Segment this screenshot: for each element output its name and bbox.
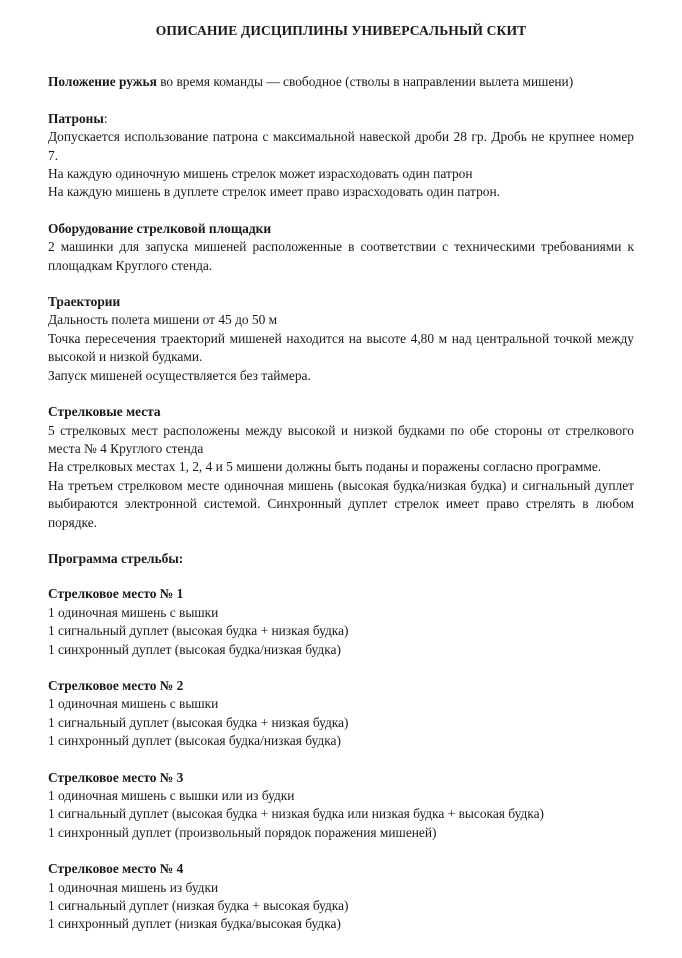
cartridges-heading-line bbox=[48, 110, 634, 128]
station-line: 1 синхронный дуплет (высокая будка/низкая будка) bbox=[48, 733, 341, 749]
cartridges-line: Допускается использование патрона с максимальной навеской дроби 28 гр. Дробь не крупнее номер 7. bbox=[48, 129, 634, 163]
gun-position-label: Положение ружья bbox=[48, 74, 157, 90]
trajectories-line: Дальность полета мишени от 45 до 50 м bbox=[48, 312, 278, 328]
shooting-places-line: 5 стрелковых мест расположены между высокой и низкой будками по обе стороны от стрелкового места № 4 Круглого стенда bbox=[48, 422, 634, 456]
cartridges-heading: Патроны bbox=[48, 110, 104, 126]
station-line: 1 синхронный дуплет (произвольный порядок поражения мишеней) bbox=[48, 824, 437, 840]
station-line: 1 одиночная мишень из будки bbox=[48, 879, 219, 895]
shooting-places-line: На стрелковых местах 1, 2, 4 и 5 мишени должны быть поданы и поражены согласно программе. bbox=[48, 459, 602, 475]
gun-position-section bbox=[48, 73, 634, 91]
cartridges-line: На каждую одиночную мишень стрелок может израсходовать один патрон bbox=[48, 166, 473, 182]
gun-position-text: во время команды — свободное (стволы в направлении вылета мишени) bbox=[156, 74, 574, 90]
trajectories-section bbox=[48, 293, 634, 385]
station-block bbox=[48, 585, 634, 659]
document-page bbox=[48, 22, 634, 952]
station-heading: Стрелковое место № 4 bbox=[48, 861, 184, 877]
station-line: 1 одиночная мишень с вышки bbox=[48, 604, 219, 620]
station-line: 1 сигнальный дуплет (высокая будка + низкая будка или низкая будка + высокая будка) bbox=[48, 806, 544, 822]
trajectories-line: Запуск мишеней осуществляется без таймера. bbox=[48, 367, 311, 383]
station-line: 1 одиночная мишень с вышки или из будки bbox=[48, 788, 295, 803]
station-heading: Стрелковое место № 2 bbox=[48, 677, 184, 693]
station-line: 1 сигнальный дуплет (высокая будка + низкая будка) bbox=[48, 714, 349, 730]
gun-position-paragraph bbox=[48, 73, 634, 91]
station-line: 1 одиночная мишень с вышки bbox=[48, 696, 219, 712]
cartridges-section bbox=[48, 110, 634, 202]
equipment-line: 2 машинки для запуска мишеней расположенные в соответствии с техническими требованиями к площадкам Круглого стенда. bbox=[48, 239, 634, 273]
station-heading: Стрелковое место № 1 bbox=[48, 586, 184, 602]
station-line: 1 синхронный дуплет (высокая будка/низкая будка) bbox=[48, 641, 341, 657]
station-line: 1 синхронный дуплет (низкая будка/высокая будка) bbox=[48, 916, 341, 932]
trajectories-line: Точка пересечения траекторий мишеней находится на высоте 4,80 м над центральной точкой между высокой и низкой будками. bbox=[48, 330, 634, 365]
shooting-places-heading: Стрелковые места bbox=[48, 404, 161, 420]
shooting-places-section bbox=[48, 403, 634, 532]
station-block bbox=[48, 677, 634, 751]
station-block bbox=[48, 860, 634, 934]
equipment-section bbox=[48, 220, 634, 275]
cartridges-line: На каждую мишень в дуплете стрелок имеет право израсходовать один патрон. bbox=[48, 184, 500, 200]
station-line: 1 сигнальный дуплет (низкая будка + высокая будка) bbox=[48, 898, 349, 914]
shooting-places-line: На третьем стрелковом месте одиночная мишень (высокая будка/низкая будка) и сигнальный дуплет выбираются электронной системой. Синхронный дуплет стрелок имеет право стрелять в любом порядке. bbox=[48, 477, 634, 530]
station-block bbox=[48, 769, 634, 843]
document-title: ОПИСАНИЕ ДИСЦИПЛИНЫ УНИВЕРСАЛЬНЫЙ СКИТ bbox=[155, 23, 527, 38]
station-line: 1 сигнальный дуплет (высокая будка + низкая будка) bbox=[48, 623, 349, 639]
station-heading: Стрелковое место № 3 bbox=[48, 769, 184, 785]
program-heading: Программа стрельбы: bbox=[48, 550, 184, 566]
cartridges-heading-colon: : bbox=[103, 110, 108, 126]
equipment-heading: Оборудование стрелковой площадки bbox=[48, 220, 272, 236]
trajectories-heading: Траектории bbox=[48, 294, 121, 310]
